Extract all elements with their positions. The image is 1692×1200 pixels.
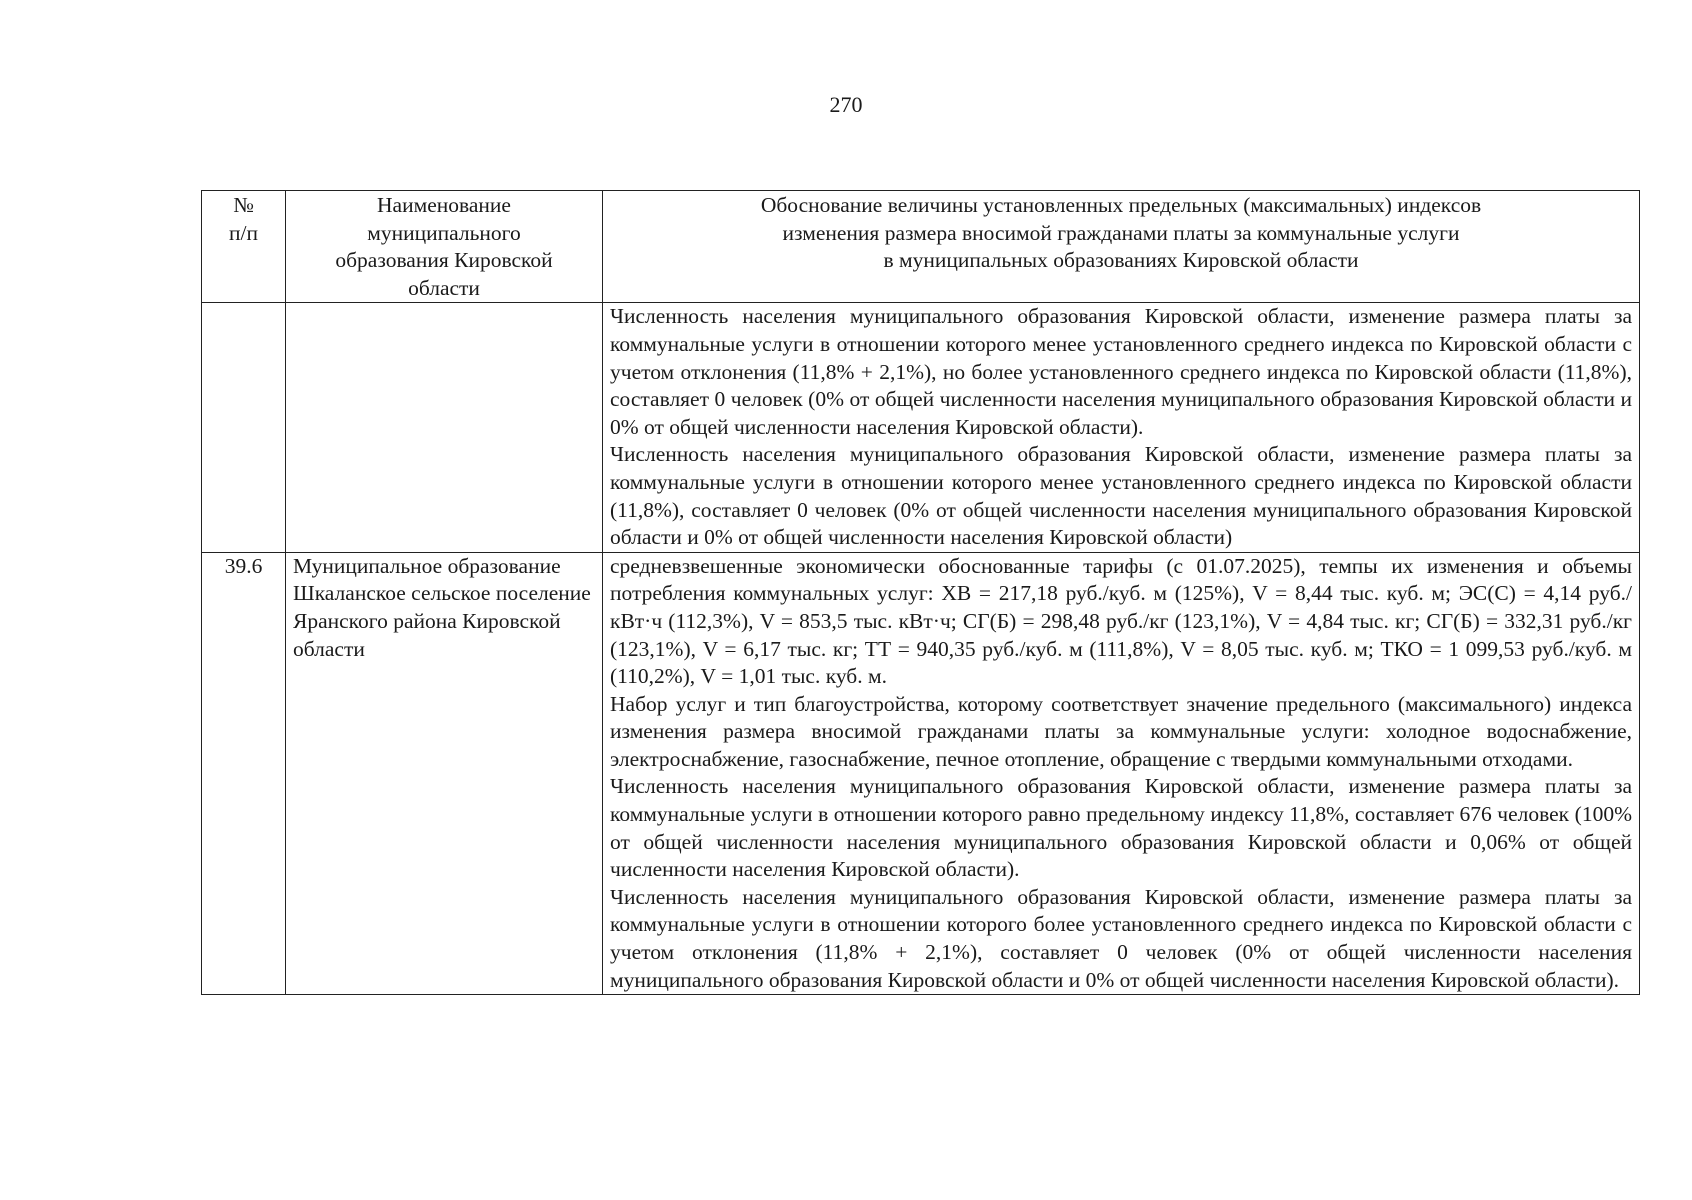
header-basis <box>603 191 1640 303</box>
basis-paragraph: Численность населения муниципального образования Кировской области, изменение размера платы за коммунальные услуги в отношении которого равно предельному индексу 11,8%, составляет 676 человек (100% от общей численности населения муниципального образования Кировской области и 0,06% от общей численности населения Кировской области). <box>610 774 1632 882</box>
row-basis <box>603 303 1640 552</box>
header-number <box>202 191 286 303</box>
row-municipality <box>286 303 603 552</box>
indices-table <box>201 190 1640 995</box>
header-municipality-line: муниципального <box>367 220 521 245</box>
row-number: 39.6 <box>202 552 286 995</box>
basis-paragraph: средневзвешенные экономически обоснованные тарифы (с 01.07.2025), темпы их изменения и объемы потребления коммунальных услуг: ХВ = 217,18 руб./куб. м (125%), V = 8,44 тыс. куб. м; ЭС(С) = 4,14 руб./кВт·ч (112,3%), V = 853,5 тыс. кВт·ч; СГ(Б) = 298,48 руб./кг (123,1%), V = 4,84 тыс. кг; СГ(Б) = 332,31 руб./кг (123,1%), V = 6,17 тыс. кг; ТТ = 940,35 руб./куб. м (111,8%), V = 8,05 тыс. куб. м; ТКО = 1 099,53 руб./куб. м (110,2%), V = 1,01 тыс. куб. м. <box>610 553 1632 689</box>
header-municipality-line: образования Кировской <box>335 248 553 273</box>
header-basis-line: изменения размера вносимой гражданами платы за коммунальные услуги <box>782 220 1460 245</box>
row-basis <box>603 552 1640 995</box>
header-municipality <box>286 191 603 303</box>
header-municipality-line: Наименование <box>377 193 511 217</box>
table-row <box>202 303 1640 552</box>
header-basis-line: в муниципальных образованиях Кировской области <box>883 248 1359 273</box>
table-row <box>202 552 1640 995</box>
table-header-row <box>202 191 1640 303</box>
row-number <box>202 303 286 552</box>
header-basis-line: Обоснование величины установленных предельных (максимальных) индексов <box>760 193 1482 217</box>
header-number-line: п/п <box>229 220 258 245</box>
page-number: 270 <box>829 92 863 117</box>
row-municipality: Муниципальное образование Шкаланское сельское поселение Яранского района Кировской области <box>286 552 603 995</box>
header-municipality-line: области <box>408 275 480 300</box>
basis-paragraph: Численность населения муниципального образования Кировской области, изменение размера платы за коммунальные услуги в отношении которого более установленного среднего индекса по Кировской области с учетом отклонения (11,8% + 2,1%), составляет 0 человек (0% от общей численности населения муниципального образования Кировской области и 0% от общей численности населения Кировской области). <box>610 884 1632 992</box>
basis-paragraph: Набор услуг и тип благоустройства, которому соответствует значение предельного (максимального) индекса изменения размера вносимой гражданами платы за коммунальные услуги: холодное водоснабжение, электроснабжение, газоснабжение, печное отопление, обращение с твердыми коммунальными отходами. <box>610 691 1632 771</box>
header-number-line: № <box>233 193 254 217</box>
basis-paragraph: Численность населения муниципального образования Кировской области, изменение размера платы за коммунальные услуги в отношении которого менее установленного среднего индекса по Кировской области с учетом отклонения (11,8% + 2,1%), но более установленного среднего индекса по Кировской области (11,8%), составляет 0 человек (0% от общей численности населения муниципального образования Кировской области и 0% от общей численности населения Кировской области). <box>610 304 1632 439</box>
basis-paragraph: Численность населения муниципального образования Кировской области, изменение размера платы за коммунальные услуги в отношении которого менее установленного среднего индекса по Кировской области (11,8%), составляет 0 человек (0% от общей численности населения муниципального образования Кировской области и 0% от общей численности населения Кировской области) <box>610 442 1632 550</box>
